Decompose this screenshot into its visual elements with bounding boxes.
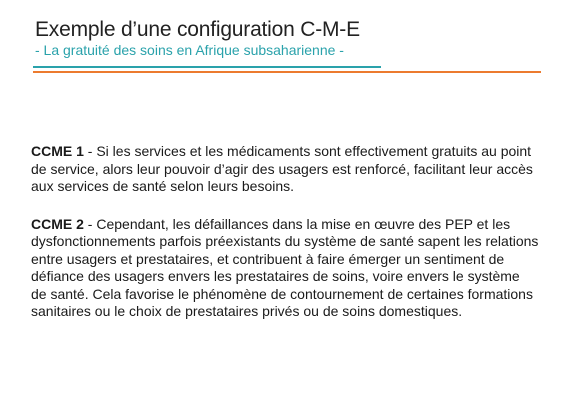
slide-header [35,18,360,59]
slide-title: Exemple d’une configuration C-M-E [35,18,360,41]
slide-subtitle: - La gratuité des soins en Afrique subsaharienne - [35,42,344,58]
teal-divider [33,66,381,68]
slide-body [31,143,539,341]
paragraph-label: CCME 2 [31,215,84,232]
paragraph-ccme-2 [31,216,539,321]
paragraph-label: CCME 1 [31,143,84,159]
paragraph-text: - Cependant, les défaillances dans la mise en œuvre des PEP et les dysfonctionnements parfois préexistants du système de santé sapent les relations entre usagers et prestataires, et contribuent à faire émerger un sentiment de défiance des usagers envers les prestataires de soins, voire envers le système de santé. Cela favorise le phénomène de contournement de certaines formations sanitaires ou le choix de prestataires privés ou de soins domestiques. [31,215,539,319]
paragraph-ccme-1 [31,143,539,196]
paragraph-text: - Si les services et les médicaments sont effectivement gratuits au point de service, alors leur pouvoir d’agir des usagers est renforcé, facilitant leur accès aux services de santé selon leurs besoins. [31,143,533,194]
orange-divider [33,71,541,73]
